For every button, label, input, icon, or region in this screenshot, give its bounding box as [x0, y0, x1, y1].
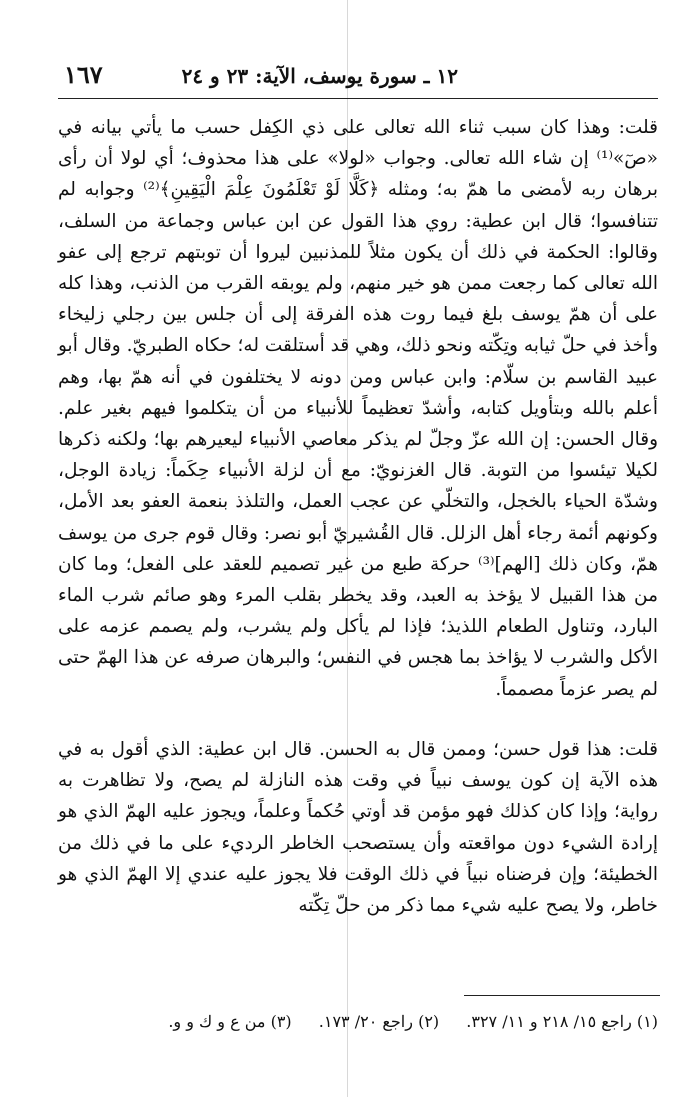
paragraph-1 — [58, 112, 658, 705]
running-title: ١٢ ـ سورة يوسف، الآية: ٢٣ و ٢٤ — [181, 64, 458, 88]
footnote-2: (٢) راجع ٢٠/ ١٧٣. — [318, 1012, 440, 1031]
header-rule — [58, 98, 658, 99]
footnote-3: (٣) من ع و ك و و. — [168, 1012, 292, 1031]
page-number: ١٦٧ — [64, 60, 103, 89]
footnotes — [58, 1012, 658, 1031]
footnote-1: (١) راجع ١٥/ ٢١٨ و ١١/ ٣٢٧. — [466, 1012, 658, 1031]
page-header — [60, 58, 658, 98]
paragraph-text: قلت: هذا قول حسن؛ وممن قال به الحسن. قال ابن عطية: الذي أقول به في هذه الآية إن كون يوسف نبياً في وقت هذه النازلة لم يصح، ولا تظاهرت به رواية؛ وإذا كان كذلك فهو مؤمن قد أوتي حُكماً وعلماً، ويجوز عليه الهمّ الذي هو إرادة الشيء دون مواقعته وأن يستصحب الخاطر الرديء على ما في ذلك من الخطيئة؛ وإن فرضناه نبياً في ذلك الوقت فلا يجوز عليه عندي إلا الهمّ الذي هو خاطر، ولا يصح عليه شيء مما ذكر من حلّ تِكّته — [58, 739, 658, 917]
paragraph-2 — [58, 734, 658, 921]
paragraph-text: قلت: وهذا كان سبب ثناء الله تعالى على ذي الكِفل حسب ما يأتي بيانه في «صٓ»⁽¹⁾ إن شاء الله تعالى. وجواب «لولا» على هذا محذوف؛ أي لولا أن رأى برهان ربه لأمضى ما همّ به؛ ومثله ﴿كَلَّا لَوْ تَعْلَمُونَ عِلْمَ الْيَقِينِ﴾⁽²⁾ وجوابه لم تتنافسوا؛ قال ابن عطية: روي هذا القول عن ابن عباس وجماعة من السلف، وقالوا: الحكمة في ذلك أن يكون مثلاً للمذنبين ليروا أن توبتهم ترجع إلى عفو الله تعالى كما رجعت ممن هو خير منهم، ولم يوبقه القرب من الذنب، وهذا كله على أن همّ يوسف بلغ فيما روت هذه الفرقة إلى أن جلس بين رجلي زليخاء وأخذ في حلّ ثيابه وتِكّته ونحو ذلك، وهي قد أستلقت له؛ حكاه الطبريّ. وقال أبو عبيد القاسم بن سلّام: وابن عباس ومن دونه لا يختلفون في أنه همّ بها، وهم أعلم بالله وبتأويل كتابه، وأشدّ تعظيماً للأنبياء من أن يتكلموا فيهم بغير علم. وقال الحسن: إن الله عزّ وجلّ لم يذكر معاصي الأنبياء ليعيرهم بها؛ ولكنه ذكرها لكيلا تيئسوا من التوبة. قال الغزنويّ: مع أن لزلة الأنبياء حِكَماً: زيادة الوجل، وشدّة الحياء بالخجل، والتخلّي عن عجب العمل، والتلذذ بنعمة العفو بعد الأمل، وكونهم أئمة رجاء أهل الزلل. قال القُشيريّ أبو نصر: وقال قوم جرى من يوسف همّ، وكان ذلك [الهم]⁽³⁾ حركة طبع من غير تصميم للعقد على الفعل؛ وما كان من هذا القبيل لا يؤخذ به العبد، وقد يخطر بقلب المرء وهو صائم شرب الماء البارد، وتناول الطعام اللذيذ؛ فإذا لم يأكل ولم يشرب، ولم يصمم عزمه على الأكل والشرب لا يؤاخذ بما هجس في النفس؛ والبرهان صرفه عن هذا الهمّ حتى لم يصر عزماً مصمماً. — [58, 117, 659, 700]
footnote-rule — [464, 995, 660, 996]
